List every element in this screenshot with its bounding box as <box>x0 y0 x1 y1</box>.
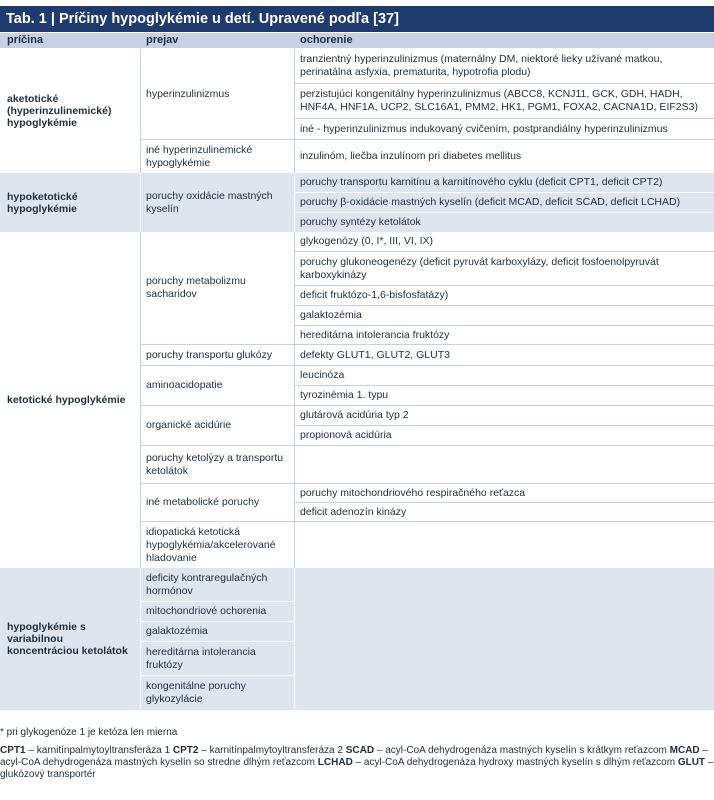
manifestation-cell: organické acidúrie <box>146 419 232 431</box>
disease-cell: tranzientný hyperinzulinizmus (maternálny DM, niektoré lieky užívané matkou, perinatálna asfyxia, prematurita, hypotrofia plodu) <box>300 53 663 78</box>
disease-cell: defekty GLUT1, GLUT2, GLUT3 <box>300 348 450 361</box>
disease-cell: poruchy β-oxidácie mastných kyselín (deficit MCAD, deficit SCAD, deficit LCHAD) <box>300 196 681 208</box>
abbr-desc: acyl-CoA dehydrogenáza mastných kyselín so stredne dlhým reťazcom <box>0 757 316 768</box>
disease-cell: galaktozémia <box>300 309 362 321</box>
header-cause: príčina <box>7 34 44 46</box>
group-aketoticke <box>0 49 714 173</box>
manifestation-cell: kongenitálne poruchy glykozylácie <box>146 680 246 705</box>
cause-cell: aketotické (hyperinzulinemické) hypoglykémie <box>7 93 112 129</box>
group-variabilna <box>0 568 714 710</box>
abbr-desc: karnitínpalmytoyltransferáza 1 <box>36 745 171 756</box>
manifestation-cell: mitochondriové ochorenia <box>146 605 267 617</box>
disease-cell: poruchy syntézy ketolátok <box>300 216 421 228</box>
disease-cell: iné - hyperinzulinizmus indukovaný cvičením, postprandiálny hyperinzulinizmus <box>300 122 668 135</box>
manifestation-cell: hyperinzulinizmus <box>146 87 230 100</box>
disease-cell: inzulinóm, liečba inzulínom pri diabetes mellitus <box>300 150 522 162</box>
manifestation-cell: poruchy ketolýzy a transportu ketolátok <box>146 451 284 477</box>
abbr-desc: acyl-CoA dehydrogenáza hydroxy mastných kyselín s dlhým reťazcom <box>363 757 676 768</box>
cause-cell: ketotické hypoglykémie <box>7 394 126 406</box>
manifestation-cell: iné hyperinzulinemické hypoglykémie <box>146 143 253 169</box>
abbr-term: CPT2 <box>172 745 199 756</box>
disease-cell: glykogenózy (0, I*, III, VI, IX) <box>300 235 434 247</box>
disease-cell: hereditárna intolerancia fruktózy <box>300 328 450 341</box>
abbr-desc: glukózový transportér <box>0 769 96 780</box>
abbr-term: LCHAD <box>317 757 353 768</box>
manifestation-cell: poruchy transportu glukózy <box>146 348 273 361</box>
manifestation-cell: iné metabolické poruchy <box>146 496 260 508</box>
manifestation-cell: aminoacidopatie <box>146 379 223 391</box>
header-manifestation: prejav <box>146 34 179 46</box>
abbreviations: CPT1 – karnitínpalmytoyltransferáza 1 CPT2 – karnitínpalmytoyltransferáza 2 SCAD – acyl-CoA dehydrogenáza mastných kyselín s krátkym reťazcom MCAD – acyl-CoA dehydrogenáza mastných kyselín so stredne dlhým reťazcom LCHAD – acyl-CoA dehydrogenáza hydroxy mastných kyselín s dlhým reťazcom GLUT – glukózový transportér <box>0 745 714 780</box>
table-title: Tab. 1 | Príčiny hypoglykémie u detí. Upravené podľa [37] <box>0 6 714 32</box>
manifestation-cell: poruchy metabolizmu sacharidov <box>146 275 246 300</box>
disease-cell: glutárová acidúria typ 2 <box>300 409 409 421</box>
disease-cell: poruchy mitochondriového respiračného reťazca <box>300 486 526 499</box>
group-hypoketoticke <box>0 173 714 232</box>
abbr-term: MCAD <box>669 745 700 756</box>
abbr-term: GLUT <box>677 757 706 768</box>
abbr-desc: karnitínpalmytoyltransferáza 2 <box>209 745 343 756</box>
disease-cell: deficit fruktózo-1,6-bisfosfatázy) <box>300 289 449 301</box>
disease-cell: poruchy transportu karnitínu a karnitínového cyklu (deficit CPT1, deficit CPT2) <box>300 176 663 188</box>
header-disease: ochorenie <box>300 34 353 46</box>
cause-cell: hypoglykémie s variabilnou koncentráciou ketolátok <box>7 621 128 657</box>
disease-cell: propionová acidúria <box>300 429 392 441</box>
manifestation-cell: hereditárna intolerancia fruktózy <box>146 645 256 671</box>
cause-cell: hypoketotické hypoglykémie <box>7 190 78 215</box>
disease-cell: tyrozinémia 1. typu <box>300 389 389 401</box>
manifestation-cell: galaktozémia <box>146 625 208 637</box>
abbr-term: SCAD <box>345 745 375 756</box>
manifestation-cell: idiopatická ketotická hypoglykémia/akcelerované hladovanie <box>146 525 276 564</box>
footnote: * pri glykogenóze 1 je ketóza len mierna <box>0 727 178 738</box>
disease-cell: leucinóza <box>300 369 345 381</box>
manifestation-cell: poruchy oxidácie mastných kyselín <box>146 189 273 215</box>
abbr-term: CPT1 <box>0 745 26 756</box>
disease-cell: deficit adenozín kinázy <box>300 505 407 518</box>
disease-cell: perzistujúci kongenitálny hyperinzulinizmus (ABCC8, KCNJ11, GCK, GDH, HADH, HNF4A, HNF1A, UCP2, SLC16A1, PMM2, HK1, PGM1, FOXA2, CACNA1D, EIF2S3) <box>300 88 698 113</box>
table-header <box>0 33 714 48</box>
group-ketoticke <box>0 232 714 568</box>
disease-cell: poruchy glukoneogenézy (deficit pyruvát karboxylázy, deficit fosfoenolpyruvát karboxykinázy <box>300 255 659 281</box>
abbr-desc: acyl-CoA dehydrogenáza mastných kyselín s krátkym reťazcom <box>385 745 667 756</box>
manifestation-cell: deficity kontraregulačných hormónov <box>146 571 268 597</box>
